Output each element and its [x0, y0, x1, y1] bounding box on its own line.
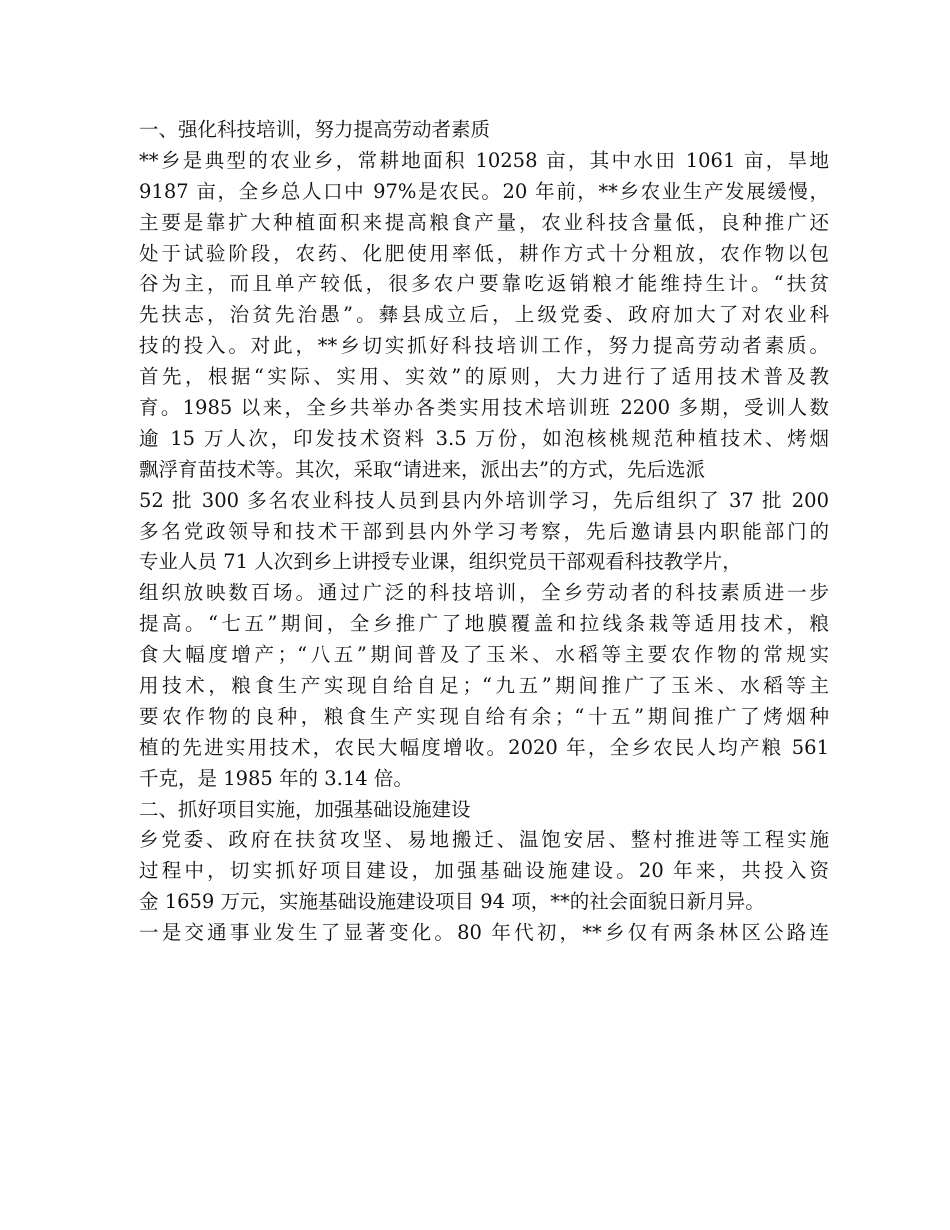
paragraph-line: 先扶志，治贫先治愚”。彝县成立后，上级党委、政府加大了对农业科: [139, 303, 829, 327]
paragraph-line: 一是交通事业发生了显著变化。80 年代初，**乡仅有两条林区公路连: [139, 921, 829, 945]
paragraph-line: 育。1985 以来，全乡共举办各类实用技术培训班 2200 多期，受训人数: [139, 396, 829, 420]
paragraph-line: 9187 亩，全乡总人口中 97%是农民。20 年前，**乡农业生产发展缓慢，: [139, 179, 829, 203]
paragraph-line: 植的先进实用技术，农民大幅度增收。2020 年，全乡农民人均产粮 561: [139, 735, 829, 759]
paragraph-line: 提高。“七五”期间，全乡推广了地膜覆盖和拉线条栽等适用技术，粮: [139, 612, 829, 636]
paragraph-line: 千克，是 1985 年的 3.14 倍。: [139, 766, 413, 790]
paragraph-line: 飘浮育苗技术等。其次，采取“请进来，派出去”的方式，先后选派: [139, 457, 705, 481]
paragraph-line: 用技术，粮食生产实现自给自足；“九五”期间推广了玉米、水稻等主: [139, 674, 829, 698]
paragraph-line: 主要是靠扩大种植面积来提高粮食产量，农业科技含量低，良种推广还: [139, 210, 829, 234]
paragraph-line: 谷为主，而且单产较低，很多农户要靠吃返销粮才能维持生计。“扶贫: [139, 272, 829, 296]
paragraph-line: 处于试验阶段，农药、化肥使用率低，耕作方式十分粗放，农作物以包: [139, 241, 829, 265]
paragraph-line: 金 1659 万元，实施基础设施建设项目 94 项，**的社会面貌日新月异。: [139, 890, 765, 914]
paragraph-line: 组织放映数百场。通过广泛的科技培训，全乡劳动者的科技素质进一步: [139, 581, 829, 605]
paragraph-line: 技的投入。对此，**乡切实抓好科技培训工作，努力提高劳动者素质。: [139, 334, 829, 358]
paragraph-line: 要农作物的良种，粮食生产实现自给有余；“十五”期间推广了烤烟种: [139, 704, 829, 728]
paragraph-line: 首先，根据“实际、实用、实效”的原则，大力进行了适用技术普及教: [139, 365, 829, 389]
section-heading-1: 一、强化科技培训，努力提高劳动者素质: [139, 118, 491, 141]
paragraph-line: **乡是典型的农业乡，常耕地面积 10258 亩，其中水田 1061 亩，旱地: [139, 148, 829, 172]
paragraph-line: 过程中，切实抓好项目建设，加强基础设施建设。20 年来，共投入资: [139, 859, 829, 883]
paragraph-line: 乡党委、政府在扶贫攻坚、易地搬迁、温饱安居、整村推进等工程实施: [139, 828, 829, 852]
body-text: [139, 115, 839, 949]
paragraph-line: 52 批 300 多名农业科技人员到县内外培训学习，先后组织了 37 批 200: [139, 488, 829, 512]
paragraph-line: 多名党政领导和技术干部到县内外学习考察，先后邀请县内职能部门的: [139, 519, 829, 543]
paragraph-line: 逾 15 万人次，印发技术资料 3.5 万份，如泡核桃规范种植技术、烤烟: [139, 426, 829, 450]
paragraph-line: 专业人员 71 人次到乡上讲授专业课，组织党员干部观看科技教学片，: [139, 550, 742, 574]
section-heading-2: 二、抓好项目实施，加强基础设施建设: [139, 797, 471, 821]
paragraph-line: 食大幅度增产；“八五”期间普及了玉米、水稻等主要农作物的常规实: [139, 643, 829, 667]
